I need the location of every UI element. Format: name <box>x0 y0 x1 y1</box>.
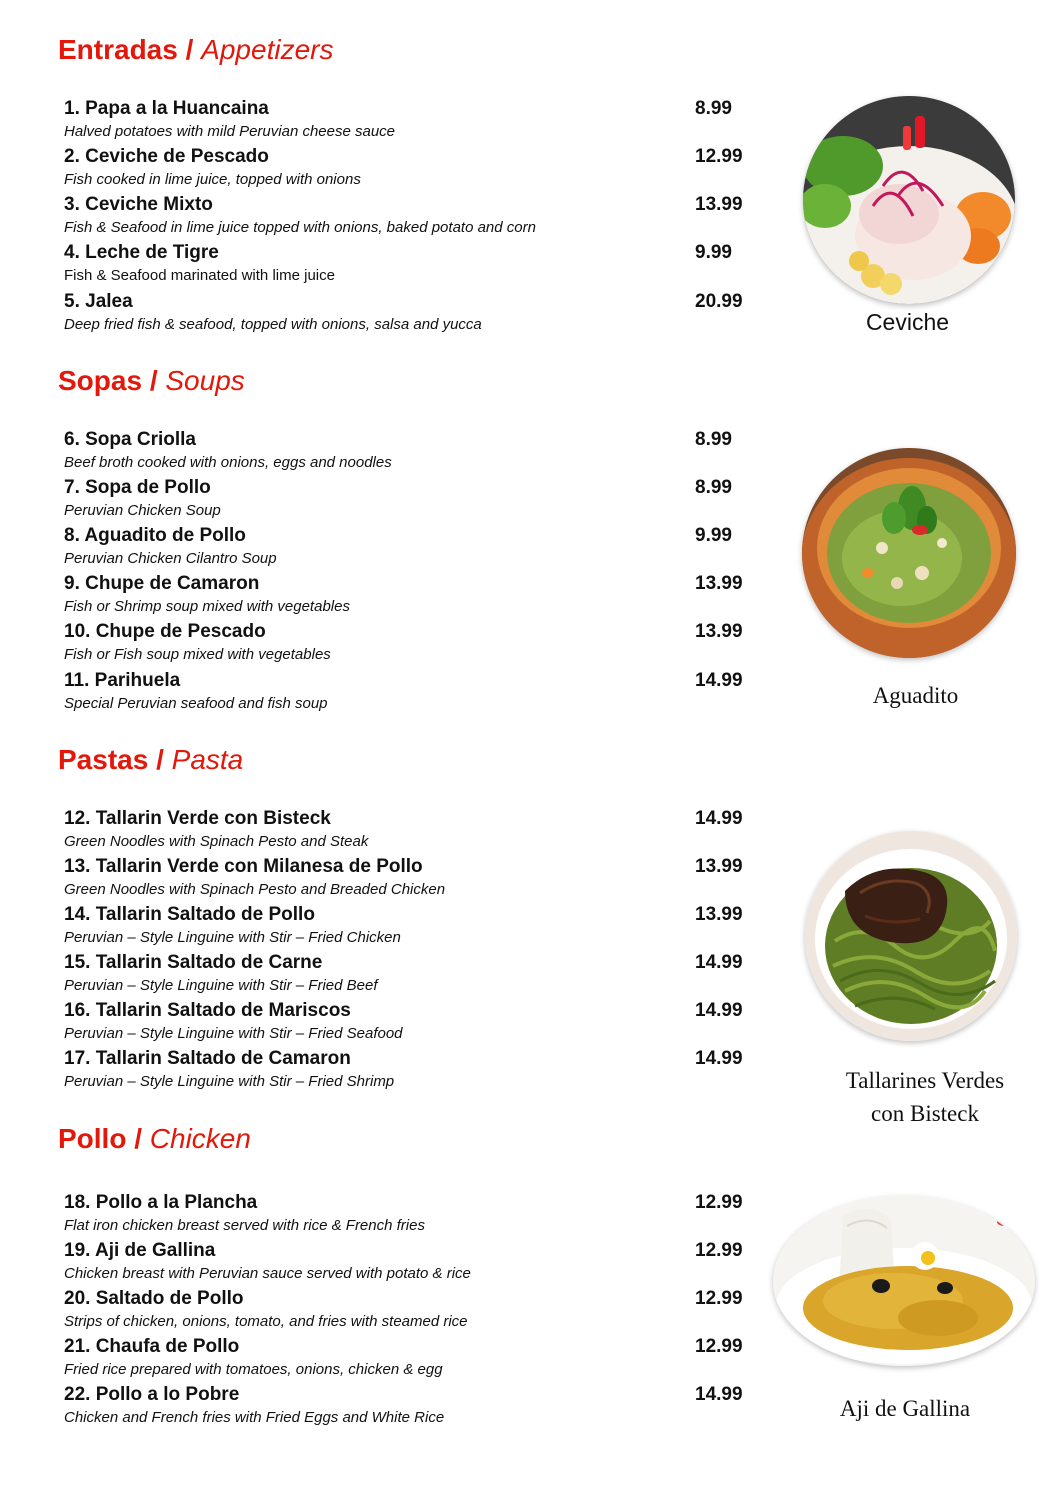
menu-item <box>64 904 754 952</box>
item-name: 20. Saltado de Pollo <box>64 1288 244 1309</box>
item-name: 5. Jalea <box>64 291 133 312</box>
section-title-separator: / <box>134 1123 143 1154</box>
item-description: Peruvian Chicken Cilantro Soup <box>64 550 277 567</box>
menu-item <box>64 242 754 290</box>
item-price: 14.99 <box>695 1000 743 1021</box>
caption-line: Tallarines Verdes <box>845 1068 1005 1093</box>
photo-caption-ceviche <box>830 306 985 339</box>
item-description: Fish or Fish soup mixed with vegetables <box>64 646 331 663</box>
item-description: Flat iron chicken breast served with rice & French fries <box>64 1217 425 1234</box>
photo-caption-tallarines <box>822 1064 1028 1130</box>
item-name: 7. Sopa de Pollo <box>64 477 211 498</box>
item-name: 11. Parihuela <box>64 670 181 691</box>
item-name: 1. Papa a la Huancaina <box>64 98 269 119</box>
section-title-separator: / <box>149 365 158 396</box>
menu-item <box>64 1384 754 1432</box>
item-description: Fish or Shrimp soup mixed with vegetables <box>64 598 350 615</box>
aguadito-soup-image <box>802 448 1016 658</box>
item-name: 14. Tallarin Saltado de Pollo <box>64 904 315 925</box>
item-price: 9.99 <box>695 525 732 546</box>
item-price: 12.99 <box>695 1192 743 1213</box>
item-price: 8.99 <box>695 98 732 119</box>
section-title-es: Entradas <box>58 34 178 65</box>
menu-item <box>64 808 754 856</box>
item-description: Fish & Seafood in lime juice topped with onions, baked potato and corn <box>64 219 536 236</box>
section-title-separator: / <box>185 34 194 65</box>
item-name: 19. Aji de Gallina <box>64 1240 216 1261</box>
menu-item <box>64 291 754 339</box>
section-title-es: Pollo <box>58 1123 127 1154</box>
menu-item <box>64 525 754 573</box>
section-title-sopas <box>58 365 245 397</box>
item-description: Deep fried fish & seafood, topped with onions, salsa and yucca <box>64 316 482 333</box>
item-price: 13.99 <box>695 621 743 642</box>
item-name: 3. Ceviche Mixto <box>64 194 213 215</box>
menu-item <box>64 429 754 477</box>
menu-item <box>64 670 754 718</box>
caption-line: Aji de Gallina <box>839 1396 971 1421</box>
item-price: 12.99 <box>695 1336 743 1357</box>
item-name: 21. Chaufa de Pollo <box>64 1336 240 1357</box>
section-title-en: Appetizers <box>201 34 334 65</box>
section-title-pastas <box>58 744 243 776</box>
item-name: 15. Tallarin Saltado de Carne <box>64 952 323 973</box>
item-price: 14.99 <box>695 1048 743 1069</box>
green-noodles-steak-image <box>805 831 1017 1041</box>
item-name: 16. Tallarin Saltado de Mariscos <box>64 1000 351 1021</box>
item-price: 14.99 <box>695 808 743 829</box>
section-title-en: Pasta <box>171 744 244 775</box>
item-name: 12. Tallarin Verde con Bisteck <box>64 808 331 829</box>
caption-line: Aguadito <box>872 683 959 708</box>
item-price: 20.99 <box>695 291 743 312</box>
section-title-entradas <box>58 34 333 66</box>
section-title-en: Soups <box>165 365 245 396</box>
item-price: 13.99 <box>695 194 743 215</box>
menu-item <box>64 1000 754 1048</box>
item-description: Fried rice prepared with tomatoes, onions, chicken & egg <box>64 1361 443 1378</box>
ceviche-plate-image <box>803 96 1015 304</box>
item-description: Peruvian – Style Linguine with Stir – Fried Beef <box>64 977 378 994</box>
item-name: 2. Ceviche de Pescado <box>64 146 269 167</box>
item-price: 13.99 <box>695 904 743 925</box>
photo-caption-aji-de-gallina <box>820 1392 990 1425</box>
caption-line: Ceviche <box>865 309 950 335</box>
item-name: 8. Aguadito de Pollo <box>64 525 246 546</box>
menu-item <box>64 952 754 1000</box>
item-price: 14.99 <box>695 1384 743 1405</box>
item-price: 9.99 <box>695 242 732 263</box>
item-description: Peruvian – Style Linguine with Stir – Fried Seafood <box>64 1025 403 1042</box>
item-name: 13. Tallarin Verde con Milanesa de Pollo <box>64 856 423 877</box>
item-price: 12.99 <box>695 1288 743 1309</box>
item-price: 8.99 <box>695 429 732 450</box>
item-description: Special Peruvian seafood and fish soup <box>64 695 328 712</box>
item-description: Fish cooked in lime juice, topped with onions <box>64 171 361 188</box>
item-description: Green Noodles with Spinach Pesto and Steak <box>64 833 369 850</box>
menu-item <box>64 194 754 242</box>
section-title-es: Pastas <box>58 744 149 775</box>
section-title-es: Sopas <box>58 365 143 396</box>
item-name: 4. Leche de Tigre <box>64 242 219 263</box>
item-price: 13.99 <box>695 573 743 594</box>
menu-item <box>64 1240 754 1288</box>
item-description: Strips of chicken, onions, tomato, and fries with steamed rice <box>64 1313 468 1330</box>
menu-item <box>64 477 754 525</box>
section-title-pollo <box>58 1123 251 1155</box>
menu-item <box>64 146 754 194</box>
item-price: 14.99 <box>695 670 743 691</box>
menu-item <box>64 621 754 669</box>
caption-line: con Bisteck <box>871 1101 979 1126</box>
item-description: Halved potatoes with mild Peruvian cheese sauce <box>64 123 396 140</box>
item-description: Peruvian – Style Linguine with Stir – Fried Shrimp <box>64 1073 395 1090</box>
menu-item <box>64 1192 754 1240</box>
item-price: 12.99 <box>695 146 743 167</box>
item-description: Green Noodles with Spinach Pesto and Breaded Chicken <box>64 881 446 898</box>
item-description: Beef broth cooked with onions, eggs and noodles <box>64 454 392 471</box>
item-price: 12.99 <box>695 1240 743 1261</box>
aji-de-gallina-image <box>773 1196 1035 1366</box>
item-price: 8.99 <box>695 477 732 498</box>
item-price: 13.99 <box>695 856 743 877</box>
item-description: Chicken breast with Peruvian sauce served with potato & rice <box>64 1265 471 1282</box>
item-name: 17. Tallarin Saltado de Camaron <box>64 1048 351 1069</box>
photo-caption-aguadito <box>838 679 993 712</box>
item-name: 6. Sopa Criolla <box>64 429 196 450</box>
menu-item <box>64 98 754 146</box>
item-name: 10. Chupe de Pescado <box>64 621 266 642</box>
menu-item <box>64 1048 754 1096</box>
item-name: 18. Pollo a la Plancha <box>64 1192 258 1213</box>
section-title-en: Chicken <box>149 1123 251 1154</box>
item-name: 22. Pollo a lo Pobre <box>64 1384 240 1405</box>
item-description: Fish & Seafood marinated with lime juice <box>64 267 335 284</box>
item-description: Peruvian Chicken Soup <box>64 502 221 519</box>
item-description: Chicken and French fries with Fried Eggs and White Rice <box>64 1409 445 1426</box>
menu-item <box>64 573 754 621</box>
menu-item <box>64 1288 754 1336</box>
item-name: 9. Chupe de Camaron <box>64 573 260 594</box>
menu-item <box>64 1336 754 1384</box>
menu-item <box>64 856 754 904</box>
section-title-separator: / <box>156 744 164 775</box>
item-description: Peruvian – Style Linguine with Stir – Fried Chicken <box>64 929 401 946</box>
item-price: 14.99 <box>695 952 743 973</box>
